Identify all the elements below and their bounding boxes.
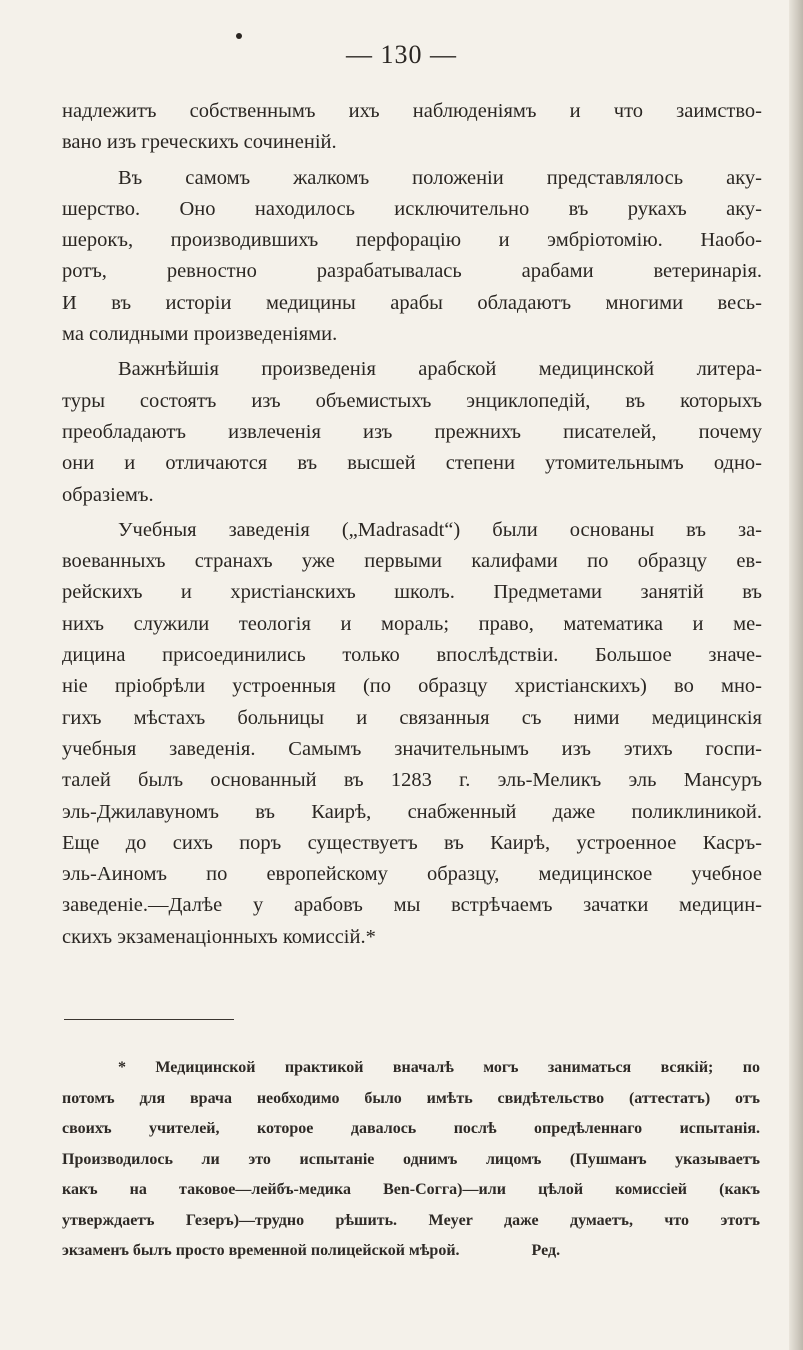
paragraph-4 xyxy=(62,515,762,953)
paragraph-3 xyxy=(62,354,762,510)
footnote-last-text: экзаменъ былъ просто временной полицейской мѣрой. xyxy=(62,1242,460,1259)
page-number: — 130 — xyxy=(346,40,457,69)
editor-signature: Ред. xyxy=(531,1242,561,1259)
text-line: скихъ экзаменаціонныхъ комиссій.* xyxy=(62,925,376,948)
text-line: преобладаютъ извлеченія изъ прежнихъ писателей, почему xyxy=(62,420,762,443)
text-line: Учебныя заведенія („Madrasadt“) были основаны въ за- xyxy=(118,518,762,541)
text-line: вано изъ греческихъ сочиненій. xyxy=(62,131,337,154)
paragraph-1 xyxy=(62,96,762,159)
text-line: ротъ, ревностно разрабатывалась арабами ветеринарія. xyxy=(62,260,762,283)
text-line: туры состоятъ изъ объемистыхъ энциклопедій, въ которыхъ xyxy=(62,389,762,412)
text-line: Еще до сихъ поръ существуетъ въ Каирѣ, устроенное Касръ- xyxy=(62,831,762,854)
footnote-line: какъ на таковое—лейбъ-медика Ben-Cогга)—или цѣлой комиссіей (какъ xyxy=(62,1181,760,1198)
text-line: талей былъ основанный въ 1283 г. эль-Меликъ эль Мансуръ xyxy=(62,769,762,792)
footnote-divider xyxy=(64,1019,234,1020)
text-line: нихъ служили теологія и мораль; право, математика и ме- xyxy=(62,612,762,635)
text-line: образіемъ. xyxy=(62,483,154,506)
footnote-line: утверждаетъ Гезеръ)—трудно рѣшить. Meyer даже думаетъ, что этотъ xyxy=(62,1211,760,1229)
text-line: ма солидными произведеніями. xyxy=(62,323,338,346)
text-line: дицина присоединились только впослѣдствіи. Большое значе- xyxy=(62,644,762,667)
ink-dot xyxy=(236,33,242,39)
body-text xyxy=(62,96,762,957)
text-line: Въ самомъ жалкомъ положеніи представлялось аку- xyxy=(118,166,762,189)
text-line: эль-Аиномъ по европейскому образцу, медицинское учебное xyxy=(62,863,762,886)
footnote-line: * Медицинской практикой вначалѣ могъ заниматься всякій; по xyxy=(118,1059,760,1076)
text-line: учебныя заведенія. Самымъ значительнымъ изъ этихъ госпи- xyxy=(62,737,762,760)
text-line: Важнѣйшія произведенія арабской медицинской литера- xyxy=(118,358,762,381)
footnote-line: Производилось ли это испытаніе однимъ лицомъ (Пушманъ указываетъ xyxy=(62,1150,760,1168)
text-line: ніе пріобрѣли устроенныя (по образцу христіанскихъ) во мно- xyxy=(62,675,762,698)
text-line: надлежитъ собственнымъ ихъ наблюденіямъ и что заимство- xyxy=(62,100,762,122)
text-line: гихъ мѣстахъ больницы и связанныя съ ними медицинскія xyxy=(62,706,762,729)
footnote-line xyxy=(62,1236,760,1267)
text-line: воеванныхъ странахъ уже первыми калифами по образцу ев- xyxy=(62,550,762,573)
page-edge xyxy=(789,0,803,1350)
text-line: шерокъ, производившихъ перфорацію и эмбріотомію. Наобо- xyxy=(62,229,762,252)
text-line: заведеніе.—Далѣе у арабовъ мы встрѣчаемъ зачатки медицин- xyxy=(62,894,762,917)
text-line: эль-Джилавуномъ въ Каирѣ, снабженный даже поликлиникой. xyxy=(62,800,762,823)
text-line: шерство. Оно находилось исключительно въ рукахъ аку- xyxy=(62,197,762,220)
footnote-line: своихъ учителей, которое давалось послѣ опредѣленнаго испытанія. xyxy=(62,1120,760,1137)
text-line: рейскихъ и христіанскихъ школъ. Предметами занятій въ xyxy=(62,581,762,604)
text-line: И въ исторіи медицины арабы обладаютъ многими весь- xyxy=(62,291,762,314)
footnote xyxy=(62,1053,760,1267)
text-line: они и отличаются въ высшей степени утомительнымъ одно- xyxy=(62,452,762,475)
paragraph-2 xyxy=(62,163,762,351)
footnote-line: потомъ для врача необходимо было имѣть свидѣтельство (аттестатъ) отъ xyxy=(62,1089,760,1107)
